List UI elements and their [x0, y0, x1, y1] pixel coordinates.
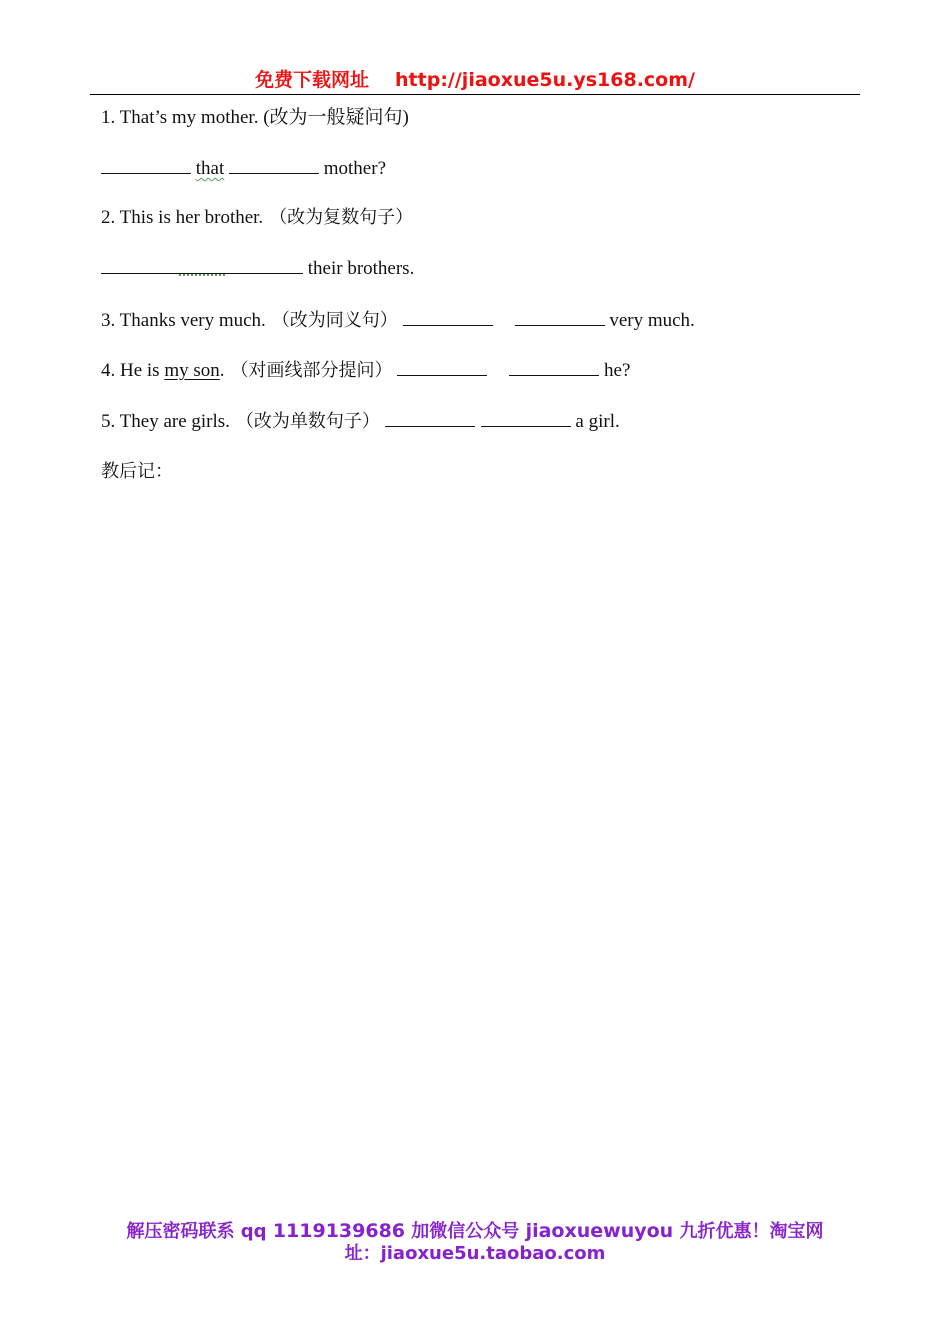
answer-blank[interactable]	[101, 155, 191, 174]
question-5: 5. They are girls. （改为单数句子） a girl.	[101, 408, 620, 435]
question-3: 3. Thanks very much. （改为同义句） very much.	[101, 307, 695, 334]
qq-number: 1119139686	[272, 1220, 406, 1242]
answer-blank[interactable]	[403, 307, 493, 326]
question-3-instruction: （改为同义句）	[271, 310, 398, 331]
question-1-prompt: 1. That’s my mother. (改为一般疑问句)	[101, 107, 409, 128]
answer-word: their brothers.	[307, 258, 415, 279]
answer-blank[interactable]	[509, 357, 599, 376]
answer-word: that	[195, 158, 225, 179]
answer-blank[interactable]	[101, 255, 303, 274]
answer-blank[interactable]	[515, 307, 605, 326]
header-url-link[interactable]: http://jiaoxue5u.ys168.com/	[395, 69, 695, 91]
footer-line-2[interactable]: 址：jiaoxue5u.taobao.com	[344, 1243, 606, 1264]
notes-label: 教后记：	[101, 461, 173, 482]
question-5-instruction: （改为单数句子）	[235, 411, 380, 432]
header-label: 免费下载网址	[255, 69, 370, 91]
answer-blank[interactable]	[229, 155, 319, 174]
wechat-id: jiaoxuewuyou	[525, 1220, 674, 1242]
answer-word: he?	[604, 360, 631, 381]
page-header	[90, 66, 860, 95]
question-4-instruction: （对画线部分提问）	[230, 360, 393, 381]
question-1-answer	[101, 155, 386, 182]
underlined-phrase: my son	[164, 360, 220, 381]
question-2-answer	[101, 255, 414, 282]
answer-word: mother?	[323, 158, 387, 179]
answer-word: a girl.	[575, 411, 620, 432]
question-2-instruction: （改为复数句子）	[269, 207, 414, 228]
answer-blank[interactable]	[481, 408, 571, 427]
answer-blank[interactable]	[397, 357, 487, 376]
question-4: 4. He is my son. （对画线部分提问） he?	[101, 357, 630, 384]
answer-word: very much.	[609, 310, 695, 331]
question-2-prompt: 2. This is her brother. （改为复数句子）	[101, 207, 414, 228]
answer-blank[interactable]	[385, 408, 475, 427]
footer-line-1: 解压密码联系 qq 1119139686 加微信公众号 jiaoxuewuyou 九折优惠！淘宝网	[126, 1220, 824, 1242]
